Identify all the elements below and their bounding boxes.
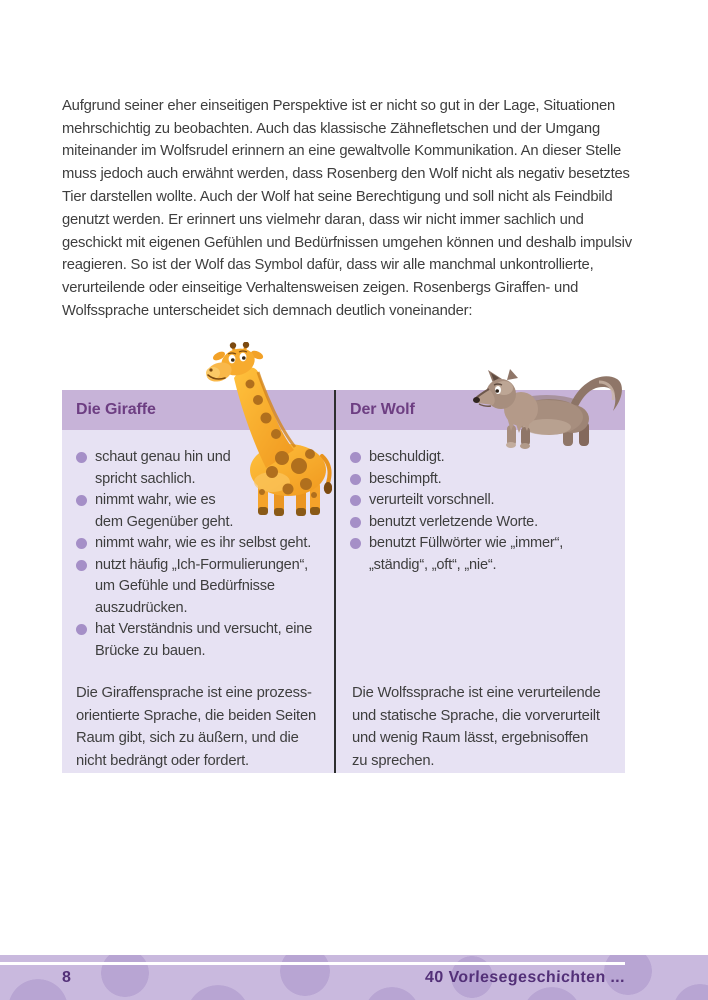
bullet-text: beschimpft.: [369, 470, 442, 487]
column-header-wolf: Der Wolf: [350, 401, 415, 418]
bullet-dot-icon: [350, 495, 361, 506]
column-divider: [334, 390, 336, 773]
bullet-dot-icon: [76, 624, 87, 635]
footer-book-title: 40 Vorlesegeschichten ...: [424, 969, 626, 986]
bullet-item: [76, 555, 330, 620]
bullet-text: verurteilt vorschnell.: [369, 492, 495, 508]
bullet-dot-icon: [76, 495, 87, 506]
bullet-text: nimmt wahr, wie es ihr selbst geht.: [95, 535, 312, 551]
column-header-giraffe: Die Giraffe: [76, 401, 156, 418]
wolf-summary: Die Wolfssprache ist eine verurteilende und statische Sprache, die vorverurteilt und wenig Raum lässt, ergebnisoffen zu sprechen.: [352, 685, 601, 769]
bullet-dot-icon: [350, 474, 361, 485]
bullet-item: [350, 490, 621, 512]
bullet-text: hat Verständnis und versucht, eine Brücke zu bauen.: [95, 621, 313, 659]
bullet-item: [350, 533, 621, 576]
bullet-item: [350, 469, 621, 491]
page-number: 8: [62, 969, 72, 986]
bullet-item: [76, 533, 330, 555]
bullet-item: [350, 512, 621, 534]
wolf-bullet-list: [336, 430, 625, 576]
footer-divider-line: [0, 962, 625, 965]
bullet-dot-icon: [350, 452, 361, 463]
bullet-text: beschuldigt.: [369, 449, 445, 465]
giraffe-summary: Die Giraffensprache ist eine prozessorientierte Sprache, die beiden Seiten Raum gibt, sich zu äußern, und die nicht bedrängt oder fordert.: [76, 685, 317, 769]
intro-paragraph: Aufgrund seiner eher einseitigen Perspektive ist er nicht so gut in der Lage, Situationen mehrschichtig zu beobachten. Auch das klassische Zähnefletschen und der Umgang miteinander im Wolfsrudel erinnern an eine gewaltvolle Kommunikation. An dieser Stelle muss jedoch auch erwähnt werden, dass Rosenberg den Wolf nicht als negativ besetztes Tier darstellen wollte. Auch der Wolf hat seine Berechtigung und soll nicht als Feindbild genutzt werden. Er erinnert uns vielmehr daran, dass wir nicht immer sachlich und geschickt mit eigenen Gefühlen und Bedürfnissen umgehen können und deshalb impulsiv reagieren. So ist der Wolf das Symbol dafür, dass wir alle manchmal unkontrollierte, verurteilende oder einseitige Verhaltensweisen zeigen. Rosenbergs Giraffen- und Wolfssprache unterscheidet sich demnach deutlich voneinander:: [62, 97, 632, 319]
bullet-item: [350, 447, 621, 469]
bullet-dot-icon: [350, 517, 361, 528]
bullet-text: benutzt Füllwörter wie „immer“, „ständig“, „oft“, „nie“.: [369, 535, 564, 573]
giraffe-illustration: [202, 342, 332, 519]
page-footer: [0, 955, 708, 1000]
bullet-dot-icon: [76, 560, 87, 571]
bullet-text: benutzt verletzende Worte.: [369, 513, 538, 530]
bullet-dot-icon: [350, 538, 361, 549]
bullet-item: [76, 619, 330, 662]
bullet-text: nimmt wahr, wie es dem Gegenüber geht.: [95, 492, 234, 530]
wolf-illustration: [471, 369, 629, 449]
bullet-text: nutzt häufig „Ich-Formulierungen“, um Gefühle und Bedürfnisse auszudrücken.: [95, 556, 309, 616]
bullet-dot-icon: [76, 538, 87, 549]
bullet-dot-icon: [76, 452, 87, 463]
bullet-text: schaut genau hin und spricht sachlich.: [95, 449, 231, 487]
wolf-column: [336, 430, 625, 576]
